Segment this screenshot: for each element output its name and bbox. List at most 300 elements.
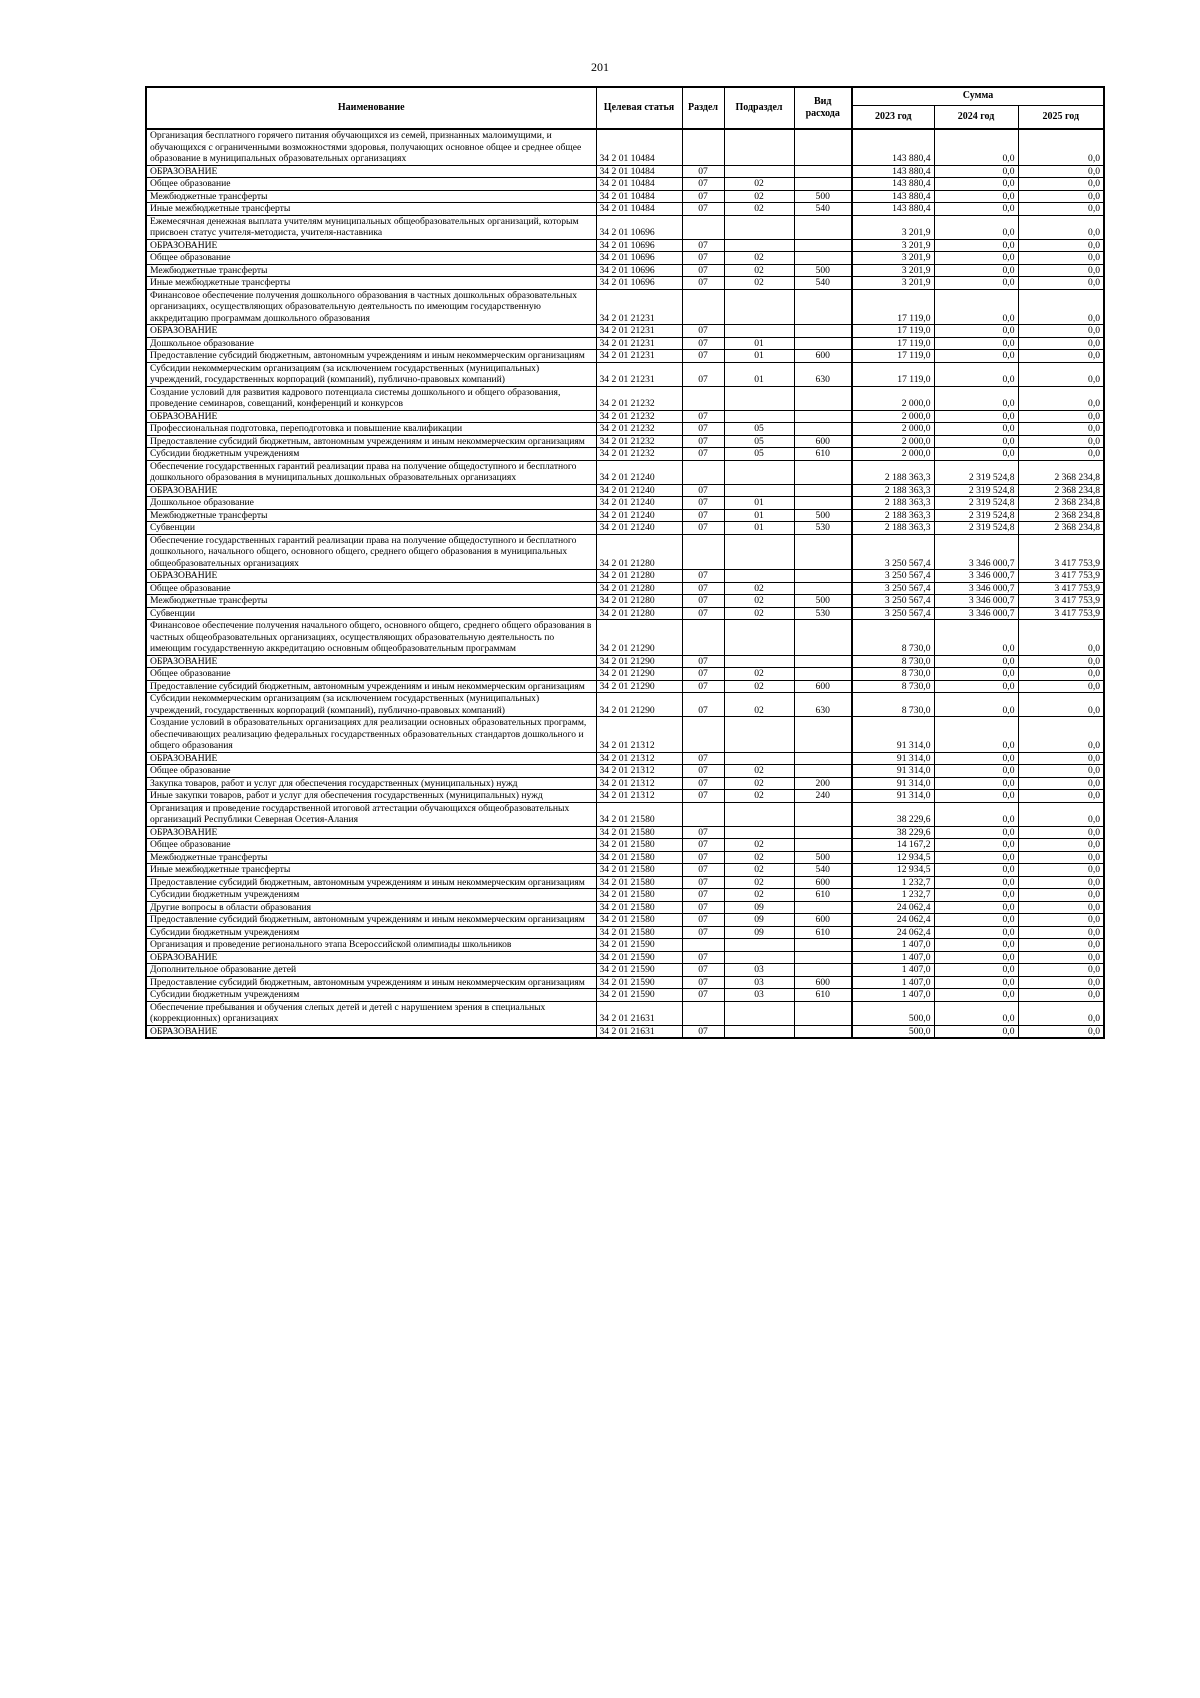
table-row: [146, 939, 1104, 952]
row-sum-2025: 3 417 753,9: [1018, 570, 1104, 583]
row-name: Предоставление субсидий бюджетным, автономным учреждениям и иным некоммерческим организациям: [146, 435, 596, 448]
row-sum-2024: 0,0: [934, 864, 1018, 877]
row-section: 07: [682, 876, 724, 889]
row-code: 34 2 01 10696: [596, 215, 682, 239]
row-code: 34 2 01 21580: [596, 901, 682, 914]
table-row: [146, 989, 1104, 1002]
row-code: 34 2 01 21240: [596, 460, 682, 484]
row-sum-2025: 0,0: [1018, 717, 1104, 753]
table-row: [146, 777, 1104, 790]
row-subsection: 02: [724, 277, 794, 290]
row-section: [682, 939, 724, 952]
row-code: 34 2 01 21231: [596, 289, 682, 325]
row-sum-2024: 0,0: [934, 337, 1018, 350]
row-sum-2023: 2 188 363,3: [852, 522, 934, 535]
row-section: [682, 129, 724, 165]
row-sum-2024: 0,0: [934, 914, 1018, 927]
row-name: Субсидии некоммерческим организациям (за исключением государственных (муниципальных) учреждений, государственных корпораций (компаний), публично-правовых компаний): [146, 693, 596, 717]
row-sum-2023: 38 229,6: [852, 802, 934, 826]
row-section: 07: [682, 989, 724, 1002]
row-sum-2023: 38 229,6: [852, 826, 934, 839]
row-sum-2023: 12 934,5: [852, 864, 934, 877]
row-name: Иные закупки товаров, работ и услуг для обеспечения государственных (муниципальных) нужд: [146, 790, 596, 803]
table-row: [146, 976, 1104, 989]
row-subsection: [724, 325, 794, 338]
table-row: [146, 448, 1104, 461]
row-code: 34 2 01 21590: [596, 939, 682, 952]
row-code: 34 2 01 10696: [596, 264, 682, 277]
row-code: 34 2 01 21580: [596, 826, 682, 839]
row-expense-type: [794, 939, 852, 952]
row-sum-2025: 0,0: [1018, 951, 1104, 964]
row-subsection: 01: [724, 522, 794, 535]
table-row: [146, 765, 1104, 778]
row-code: 34 2 01 10484: [596, 190, 682, 203]
table-row: [146, 620, 1104, 656]
row-sum-2025: 0,0: [1018, 448, 1104, 461]
row-code: 34 2 01 21590: [596, 976, 682, 989]
table-row: [146, 839, 1104, 852]
row-sum-2023: 24 062,4: [852, 914, 934, 927]
row-section: 07: [682, 790, 724, 803]
row-expense-type: 600: [794, 680, 852, 693]
row-expense-type: [794, 620, 852, 656]
row-expense-type: [794, 717, 852, 753]
row-sum-2023: 91 314,0: [852, 777, 934, 790]
row-sum-2025: 0,0: [1018, 851, 1104, 864]
row-expense-type: 540: [794, 277, 852, 290]
row-subsection: [724, 484, 794, 497]
row-expense-type: 600: [794, 914, 852, 927]
table-row: [146, 337, 1104, 350]
row-sum-2025: 2 368 234,8: [1018, 484, 1104, 497]
row-name: Обеспечение пребывания и обучения слепых детей и детей с нарушением зрения в специальных (коррекционных) организациях: [146, 1001, 596, 1025]
row-code: 34 2 01 21580: [596, 839, 682, 852]
row-section: 07: [682, 668, 724, 681]
row-sum-2025: 0,0: [1018, 178, 1104, 191]
row-sum-2025: 0,0: [1018, 777, 1104, 790]
table-row: [146, 386, 1104, 410]
row-expense-type: [794, 951, 852, 964]
row-sum-2025: 0,0: [1018, 1025, 1104, 1038]
row-sum-2024: 0,0: [934, 239, 1018, 252]
row-sum-2024: 2 319 524,8: [934, 497, 1018, 510]
row-name: Закупка товаров, работ и услуг для обеспечения государственных (муниципальных) нужд: [146, 777, 596, 790]
row-expense-type: [794, 410, 852, 423]
table-row: [146, 460, 1104, 484]
row-sum-2025: 0,0: [1018, 129, 1104, 165]
row-subsection: [724, 939, 794, 952]
row-sum-2023: 2 000,0: [852, 386, 934, 410]
row-sum-2023: 143 880,4: [852, 203, 934, 216]
row-sum-2023: 2 188 363,3: [852, 460, 934, 484]
table-row: [146, 435, 1104, 448]
table-row: [146, 570, 1104, 583]
row-section: 07: [682, 607, 724, 620]
row-expense-type: 600: [794, 350, 852, 363]
row-sum-2024: 0,0: [934, 410, 1018, 423]
row-name: Межбюджетные трансферты: [146, 190, 596, 203]
row-sum-2025: 0,0: [1018, 668, 1104, 681]
row-expense-type: 630: [794, 362, 852, 386]
table-row: [146, 277, 1104, 290]
row-subsection: 09: [724, 926, 794, 939]
table-row: [146, 889, 1104, 902]
row-code: 34 2 01 21580: [596, 889, 682, 902]
table-row: [146, 717, 1104, 753]
row-name: Межбюджетные трансферты: [146, 851, 596, 864]
row-expense-type: [794, 337, 852, 350]
row-sum-2023: 500,0: [852, 1001, 934, 1025]
row-sum-2024: 0,0: [934, 252, 1018, 265]
table-row: [146, 522, 1104, 535]
row-code: 34 2 01 10484: [596, 178, 682, 191]
row-section: 07: [682, 509, 724, 522]
row-expense-type: [794, 570, 852, 583]
row-name: Межбюджетные трансферты: [146, 509, 596, 522]
row-section: 07: [682, 951, 724, 964]
row-expense-type: [794, 802, 852, 826]
row-sum-2025: 0,0: [1018, 289, 1104, 325]
table-row: [146, 484, 1104, 497]
row-code: 34 2 01 21232: [596, 423, 682, 436]
header-2023: 2023 год: [852, 105, 934, 129]
row-expense-type: [794, 178, 852, 191]
row-section: 07: [682, 914, 724, 927]
row-subsection: 02: [724, 582, 794, 595]
row-section: 07: [682, 325, 724, 338]
row-sum-2025: 0,0: [1018, 964, 1104, 977]
row-expense-type: 540: [794, 203, 852, 216]
row-section: 07: [682, 239, 724, 252]
row-expense-type: [794, 484, 852, 497]
row-sum-2023: 14 167,2: [852, 839, 934, 852]
row-section: 07: [682, 851, 724, 864]
row-sum-2023: 3 201,9: [852, 239, 934, 252]
table-row: [146, 901, 1104, 914]
row-sum-2024: 0,0: [934, 277, 1018, 290]
row-sum-2025: 0,0: [1018, 864, 1104, 877]
row-sum-2025: 0,0: [1018, 337, 1104, 350]
table-row: [146, 668, 1104, 681]
row-section: 07: [682, 752, 724, 765]
row-sum-2023: 1 407,0: [852, 951, 934, 964]
row-sum-2025: 0,0: [1018, 325, 1104, 338]
row-section: 07: [682, 964, 724, 977]
row-sum-2024: 0,0: [934, 448, 1018, 461]
row-sum-2025: 0,0: [1018, 765, 1104, 778]
row-subsection: 01: [724, 509, 794, 522]
row-subsection: 02: [724, 777, 794, 790]
row-sum-2024: 0,0: [934, 350, 1018, 363]
table-row: [146, 693, 1104, 717]
row-sum-2024: 0,0: [934, 680, 1018, 693]
row-subsection: [724, 289, 794, 325]
row-code: 34 2 01 21312: [596, 777, 682, 790]
table-row: [146, 680, 1104, 693]
row-sum-2024: 0,0: [934, 289, 1018, 325]
row-subsection: 03: [724, 964, 794, 977]
row-sum-2024: 0,0: [934, 435, 1018, 448]
table-row: [146, 252, 1104, 265]
row-name: Предоставление субсидий бюджетным, автономным учреждениям и иным некоммерческим организациям: [146, 914, 596, 927]
row-name: Субсидии бюджетным учреждениям: [146, 889, 596, 902]
row-sum-2023: 2 000,0: [852, 435, 934, 448]
row-name: Профессиональная подготовка, переподготовка и повышение квалификации: [146, 423, 596, 436]
row-name: Организация бесплатного горячего питания обучающихся из семей, признанных малоимущими, и обучающихся с ограниченными возможностями здоровья, получающих основное общее и среднее общее образование в муниципальных образовательных организациях: [146, 129, 596, 165]
row-expense-type: 610: [794, 989, 852, 1002]
row-name: ОБРАЗОВАНИЕ: [146, 325, 596, 338]
row-subsection: [724, 460, 794, 484]
row-sum-2023: 3 201,9: [852, 215, 934, 239]
row-sum-2025: 0,0: [1018, 976, 1104, 989]
row-subsection: [724, 802, 794, 826]
row-expense-type: [794, 826, 852, 839]
row-sum-2024: 0,0: [934, 423, 1018, 436]
row-code: 34 2 01 21232: [596, 386, 682, 410]
row-sum-2025: 0,0: [1018, 826, 1104, 839]
row-expense-type: [794, 1001, 852, 1025]
row-code: 34 2 01 21590: [596, 964, 682, 977]
row-section: [682, 717, 724, 753]
row-expense-type: [794, 655, 852, 668]
row-section: [682, 620, 724, 656]
header-section: Раздел: [682, 87, 724, 129]
row-name: ОБРАЗОВАНИЕ: [146, 826, 596, 839]
row-expense-type: 240: [794, 790, 852, 803]
row-section: 07: [682, 190, 724, 203]
row-sum-2025: 2 368 234,8: [1018, 522, 1104, 535]
row-expense-type: 500: [794, 595, 852, 608]
row-section: 07: [682, 497, 724, 510]
row-section: [682, 460, 724, 484]
table-body: [146, 129, 1104, 1038]
row-section: 07: [682, 839, 724, 852]
row-sum-2024: 0,0: [934, 939, 1018, 952]
row-sum-2025: 0,0: [1018, 165, 1104, 178]
table-row: [146, 964, 1104, 977]
row-name: Создание условий для развития кадрового потенциала системы дошкольного и общего образования, проведение семинаров, совещаний, конференций и конкурсов: [146, 386, 596, 410]
row-sum-2024: 0,0: [934, 851, 1018, 864]
row-sum-2025: 0,0: [1018, 350, 1104, 363]
row-subsection: 02: [724, 693, 794, 717]
row-sum-2023: 8 730,0: [852, 680, 934, 693]
row-sum-2023: 143 880,4: [852, 165, 934, 178]
table-row: [146, 165, 1104, 178]
row-section: 07: [682, 765, 724, 778]
table-row: [146, 864, 1104, 877]
row-sum-2023: 3 201,9: [852, 277, 934, 290]
row-name: Субсидии некоммерческим организациям (за исключением государственных (муниципальных) учреждений, государственных корпораций (компаний), публично-правовых компаний): [146, 362, 596, 386]
row-expense-type: [794, 423, 852, 436]
row-expense-type: [794, 839, 852, 852]
row-sum-2023: 3 201,9: [852, 252, 934, 265]
row-name: Субсидии бюджетным учреждениям: [146, 989, 596, 1002]
row-name: ОБРАЗОВАНИЕ: [146, 655, 596, 668]
row-sum-2023: 143 880,4: [852, 178, 934, 191]
row-name: Другие вопросы в области образования: [146, 901, 596, 914]
row-subsection: 09: [724, 914, 794, 927]
table-row: [146, 752, 1104, 765]
row-subsection: [724, 826, 794, 839]
row-sum-2024: 0,0: [934, 717, 1018, 753]
row-subsection: [724, 386, 794, 410]
row-name: Общее образование: [146, 582, 596, 595]
row-sum-2025: 0,0: [1018, 362, 1104, 386]
row-name: Обеспечение государственных гарантий реализации права на получение общедоступного и бесплатного дошкольного, начального общего, основного общего, среднего общего образования в муниципальных общеобразовательных организациях: [146, 534, 596, 570]
header-2024: 2024 год: [934, 105, 1018, 129]
row-code: 34 2 01 21280: [596, 582, 682, 595]
row-sum-2025: 0,0: [1018, 386, 1104, 410]
row-name: Дошкольное образование: [146, 497, 596, 510]
row-subsection: [724, 534, 794, 570]
row-code: 34 2 01 21580: [596, 802, 682, 826]
row-sum-2024: 0,0: [934, 802, 1018, 826]
row-name: Обеспечение государственных гарантий реализации права на получение общедоступного и бесплатного дошкольного образования в муниципальных дошкольных образовательных организациях: [146, 460, 596, 484]
table-row: [146, 851, 1104, 864]
row-sum-2024: 0,0: [934, 1001, 1018, 1025]
row-sum-2023: 17 119,0: [852, 362, 934, 386]
row-sum-2025: 0,0: [1018, 203, 1104, 216]
row-sum-2023: 17 119,0: [852, 337, 934, 350]
row-sum-2024: 2 319 524,8: [934, 522, 1018, 535]
row-name: Иные межбюджетные трансферты: [146, 277, 596, 290]
row-sum-2023: 12 934,5: [852, 851, 934, 864]
row-subsection: [724, 570, 794, 583]
row-name: Финансовое обеспечение получения начального общего, основного общего, среднего общего образования в частных общеобразовательных организациях, осуществляющих образовательную деятельность по имеющим государственную аккредитацию основным общеобразовательным программам: [146, 620, 596, 656]
row-name: ОБРАЗОВАНИЕ: [146, 165, 596, 178]
row-sum-2024: 0,0: [934, 264, 1018, 277]
row-code: 34 2 01 21631: [596, 1025, 682, 1038]
row-sum-2024: 0,0: [934, 668, 1018, 681]
row-expense-type: [794, 964, 852, 977]
row-code: 34 2 01 21280: [596, 595, 682, 608]
row-subsection: 02: [724, 851, 794, 864]
row-code: 34 2 01 21232: [596, 410, 682, 423]
row-sum-2025: 0,0: [1018, 889, 1104, 902]
row-sum-2024: 3 346 000,7: [934, 570, 1018, 583]
row-sum-2023: 3 250 567,4: [852, 570, 934, 583]
budget-table: [145, 86, 1105, 1039]
row-name: ОБРАЗОВАНИЕ: [146, 951, 596, 964]
table-row: [146, 239, 1104, 252]
row-sum-2023: 2 000,0: [852, 423, 934, 436]
row-name: Иные межбюджетные трансферты: [146, 864, 596, 877]
table-row: [146, 203, 1104, 216]
row-code: 34 2 01 21580: [596, 876, 682, 889]
row-section: 07: [682, 889, 724, 902]
row-section: 07: [682, 901, 724, 914]
table-row: [146, 410, 1104, 423]
row-expense-type: 600: [794, 435, 852, 448]
row-expense-type: [794, 239, 852, 252]
row-sum-2025: 0,0: [1018, 620, 1104, 656]
table-row: [146, 802, 1104, 826]
row-sum-2024: 0,0: [934, 752, 1018, 765]
row-subsection: 05: [724, 448, 794, 461]
row-sum-2025: 0,0: [1018, 926, 1104, 939]
row-subsection: [724, 951, 794, 964]
row-code: 34 2 01 21280: [596, 534, 682, 570]
row-section: 07: [682, 448, 724, 461]
row-section: 07: [682, 826, 724, 839]
row-expense-type: 610: [794, 889, 852, 902]
row-sum-2023: 1 232,7: [852, 876, 934, 889]
row-sum-2023: 8 730,0: [852, 655, 934, 668]
row-sum-2025: 0,0: [1018, 876, 1104, 889]
row-expense-type: [794, 668, 852, 681]
row-expense-type: 500: [794, 264, 852, 277]
row-code: 34 2 01 21590: [596, 989, 682, 1002]
row-name: Организация и проведение государственной итоговой аттестации обучающихся общеобразовательных организаций Республики Северная Осетия-Алания: [146, 802, 596, 826]
row-name: Предоставление субсидий бюджетным, автономным учреждениям и иным некоммерческим организациям: [146, 350, 596, 363]
row-subsection: 02: [724, 595, 794, 608]
row-expense-type: [794, 765, 852, 778]
row-name: Субсидии бюджетным учреждениям: [146, 448, 596, 461]
row-sum-2024: 0,0: [934, 989, 1018, 1002]
row-code: 34 2 01 21240: [596, 497, 682, 510]
table-row: [146, 1025, 1104, 1038]
row-subsection: 03: [724, 976, 794, 989]
row-sum-2023: 24 062,4: [852, 901, 934, 914]
row-code: 34 2 01 10696: [596, 277, 682, 290]
row-subsection: 02: [724, 190, 794, 203]
row-sum-2025: 0,0: [1018, 790, 1104, 803]
row-sum-2023: 1 407,0: [852, 976, 934, 989]
row-expense-type: [794, 1025, 852, 1038]
row-name: Ежемесячная денежная выплата учителям муниципальных общеобразовательных организаций, которым присвоен статус учителя-методиста, учителя-наставника: [146, 215, 596, 239]
row-name: Иные межбюджетные трансферты: [146, 203, 596, 216]
row-sum-2023: 17 119,0: [852, 325, 934, 338]
table-row: [146, 582, 1104, 595]
row-subsection: 02: [724, 680, 794, 693]
row-sum-2024: 0,0: [934, 655, 1018, 668]
row-sum-2023: 8 730,0: [852, 620, 934, 656]
row-expense-type: 500: [794, 190, 852, 203]
row-expense-type: 530: [794, 522, 852, 535]
table-row: [146, 595, 1104, 608]
row-sum-2025: 0,0: [1018, 215, 1104, 239]
row-section: 07: [682, 203, 724, 216]
row-sum-2025: 2 368 234,8: [1018, 497, 1104, 510]
row-sum-2024: 0,0: [934, 203, 1018, 216]
row-subsection: 03: [724, 989, 794, 1002]
row-code: 34 2 01 21280: [596, 607, 682, 620]
row-expense-type: [794, 497, 852, 510]
row-sum-2025: 2 368 234,8: [1018, 509, 1104, 522]
table-row: [146, 423, 1104, 436]
row-section: [682, 289, 724, 325]
row-name: Создание условий в образовательных организациях для реализации основных образовательных программ, обеспечивающих реализацию федеральных государственных образовательных стандартов дошкольного и общего образования: [146, 717, 596, 753]
row-sum-2025: 0,0: [1018, 939, 1104, 952]
row-expense-type: 610: [794, 448, 852, 461]
row-sum-2024: 2 319 524,8: [934, 509, 1018, 522]
row-sum-2023: 8 730,0: [852, 693, 934, 717]
row-name: Субвенции: [146, 607, 596, 620]
row-sum-2023: 3 250 567,4: [852, 595, 934, 608]
row-section: [682, 534, 724, 570]
row-code: 34 2 01 21240: [596, 522, 682, 535]
row-section: 07: [682, 595, 724, 608]
row-sum-2023: 143 880,4: [852, 190, 934, 203]
row-name: ОБРАЗОВАНИЕ: [146, 239, 596, 252]
row-subsection: [724, 215, 794, 239]
row-section: [682, 386, 724, 410]
row-sum-2023: 2 188 363,3: [852, 484, 934, 497]
row-code: 34 2 01 10696: [596, 252, 682, 265]
row-expense-type: 600: [794, 976, 852, 989]
row-sum-2024: 0,0: [934, 964, 1018, 977]
